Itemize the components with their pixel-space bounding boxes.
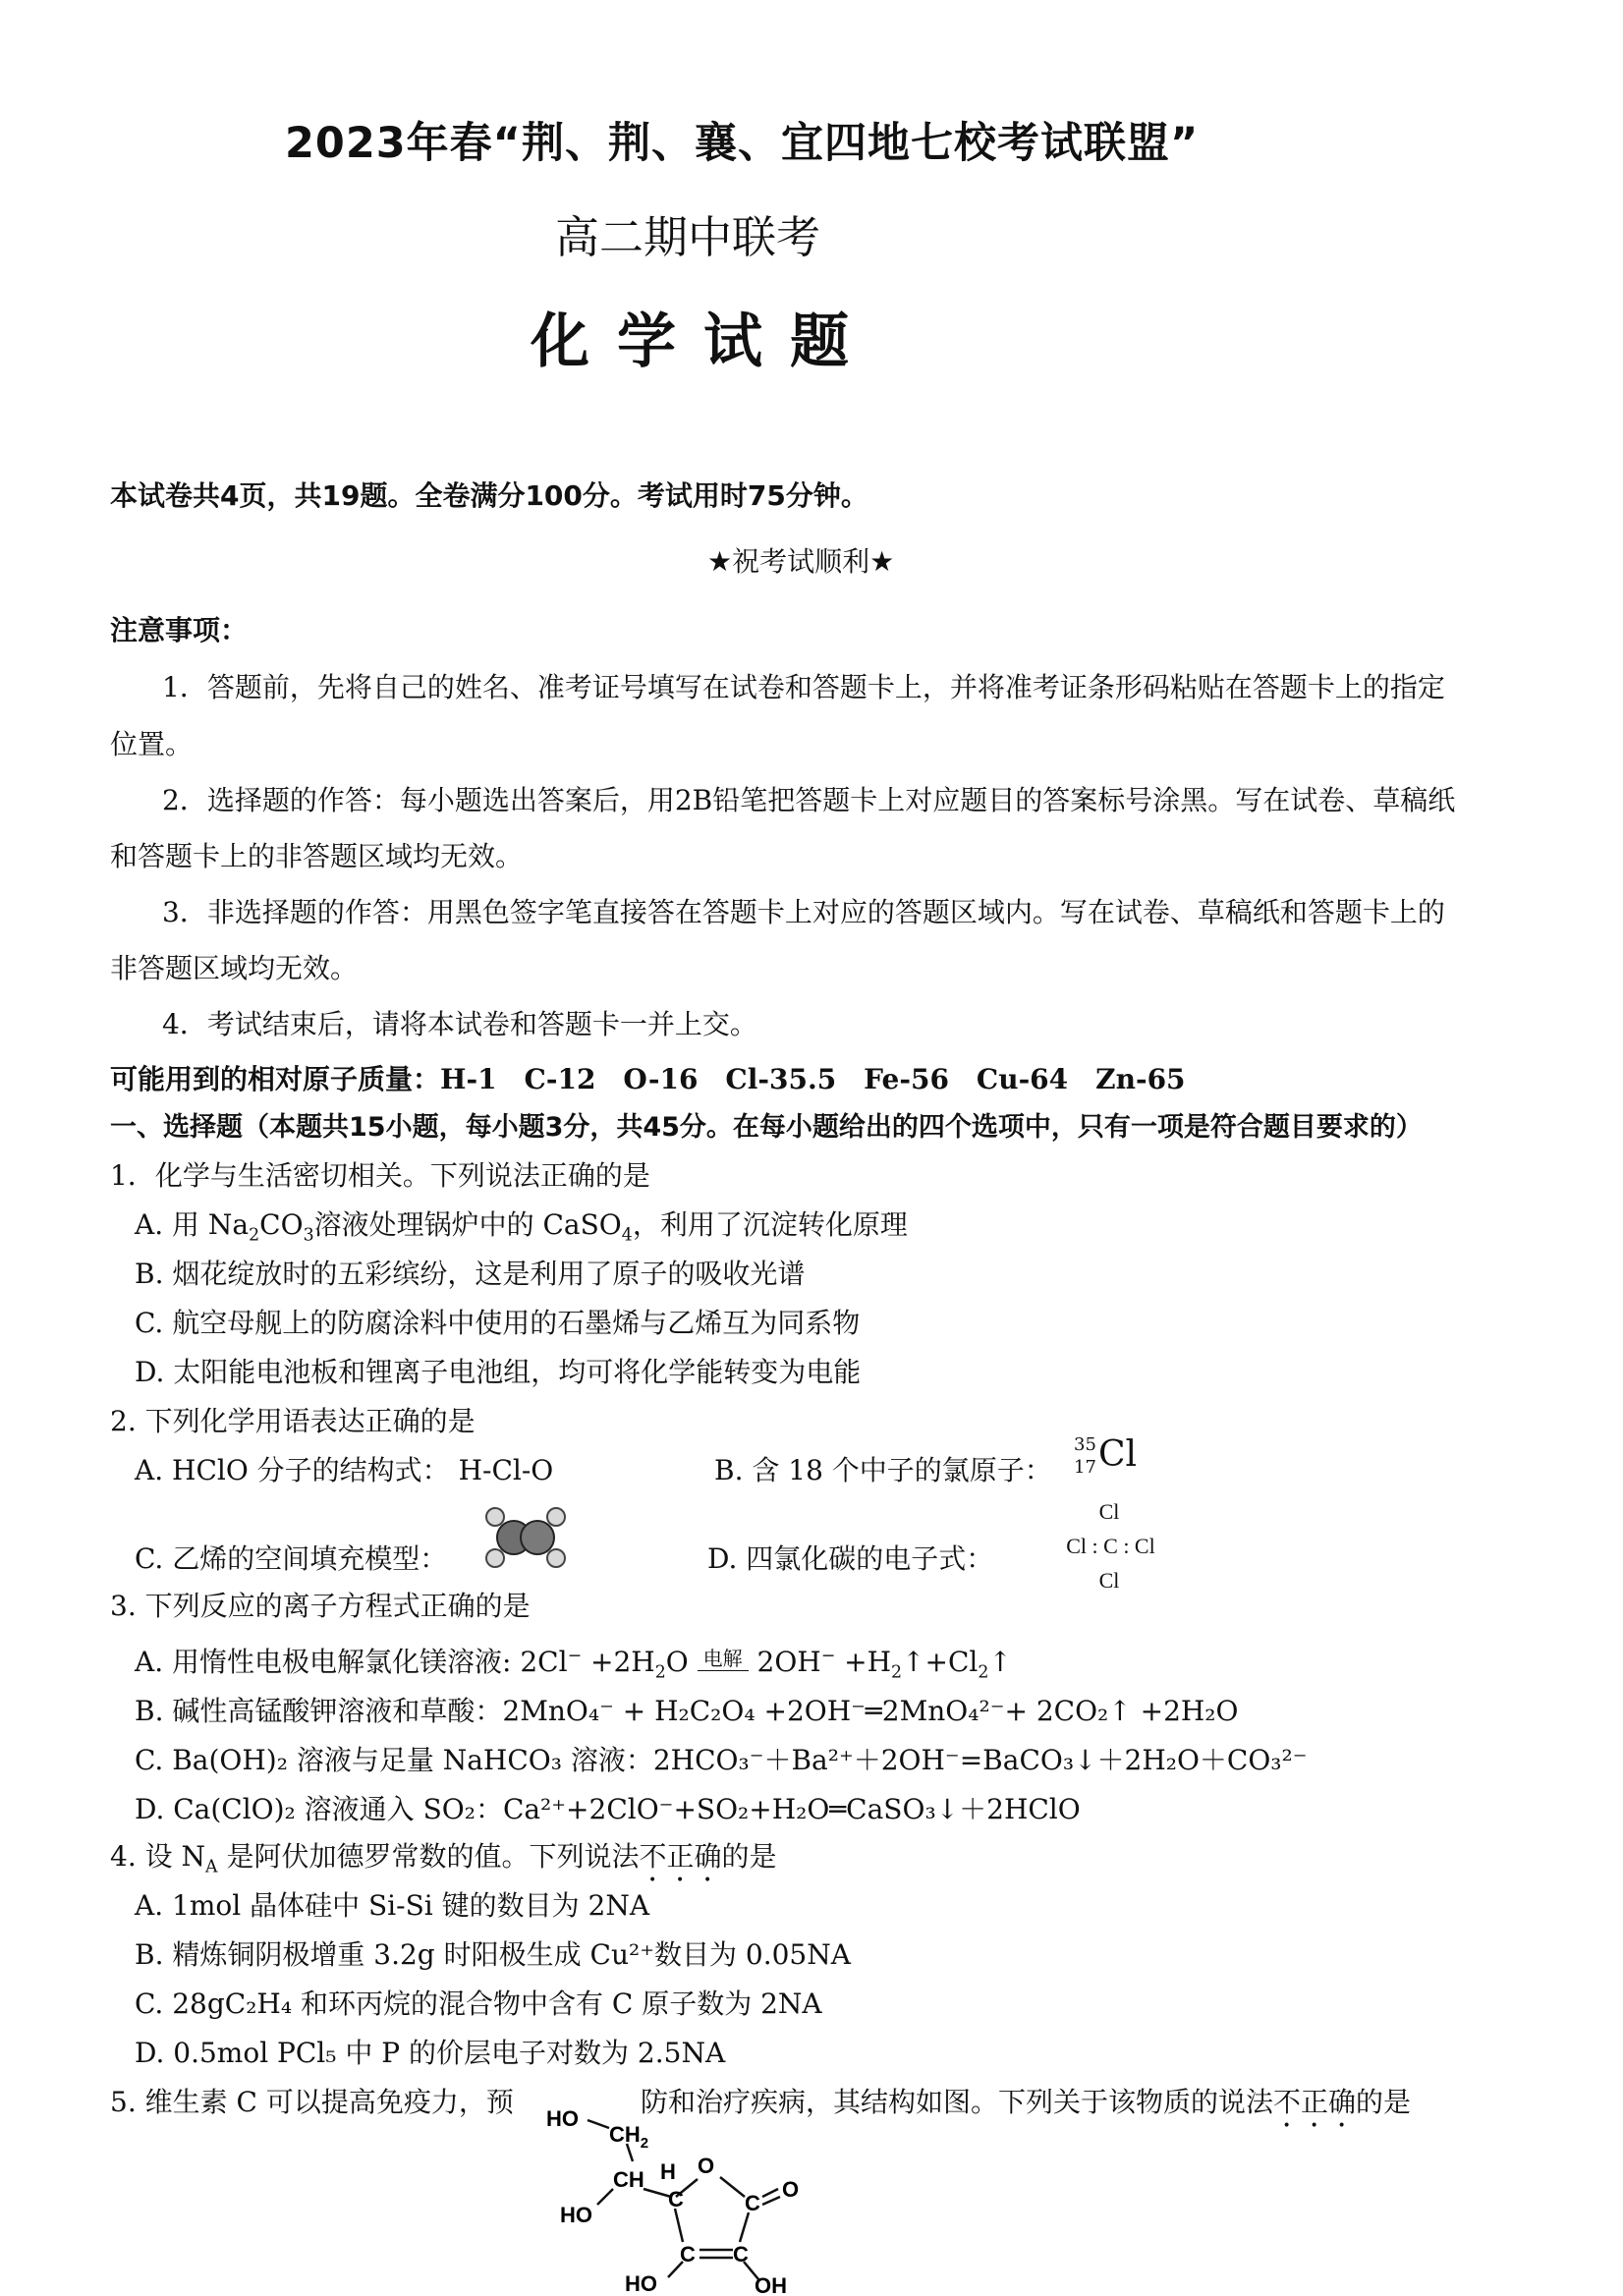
question-2-option-b: B. 含 18 个中子的氯原子：	[714, 1454, 1052, 1486]
question-4-option-b: B. 精炼铜阴极增重 3.2g 时阳极生成 Cu²⁺数目为 0.05NA	[135, 1938, 851, 1971]
atomic-masses: 可能用到的相对原子质量：H-1 C-12 O-16 Cl-35.5 Fe-56 Cu-64 Zn-65	[110, 1063, 1186, 1095]
question-4-stem: 4. 设 $N_A$ 是阿伏加德罗常数的值。下列说法不正确的是	[110, 1840, 777, 1877]
question-4-option-a: A. 1mol 晶体硅中 Si-Si 键的数目为 2NA	[135, 1889, 650, 1922]
question-3-option-b: B. 碱性高锰酸钾溶液和草酸：2MnO₄⁻ + H₂C₂O₄ +2OH⁻═2MnO₄²⁻+ 2CO₂↑ +2H₂O	[135, 1695, 1239, 1727]
question-4-option-d: D. 0.5mol PCl₅ 中 P 的价层电子对数为 2.5NA	[135, 2037, 726, 2069]
section-1-heading: 一、选择题（本题共15小题，每小题3分，共45分。在每小题给出的四个选项中，只有一项是符合题目要求的）	[110, 1112, 1423, 1143]
question-2-option-c: C. 乙烯的空间填充模型：	[135, 1542, 448, 1575]
question-3-stem: 3. 下列反应的离子方程式正确的是	[110, 1590, 531, 1622]
structure-ho-left: HO	[560, 2203, 592, 2227]
vitamin-c-structure	[531, 2102, 845, 2296]
question-3-option-d: D. Ca(ClO)₂ 溶液通入 SO₂：Ca²⁺+2ClO⁻+SO₂+H₂O═CaSO₃↓＋2HClO	[135, 1793, 1081, 1825]
notes-heading: 注意事项：	[110, 614, 249, 646]
structure-c-ring-3: C	[680, 2242, 696, 2267]
question-1-option-d: D. 太阳能电池板和锂离子电池组，均可将化学能转变为电能	[135, 1356, 862, 1388]
question-5-stem-part-2: 防和治疗疾病，其结构如图。下列关于该物质的说法不正确的是	[641, 2086, 1412, 2118]
question-1-option-b: B. 烟花绽放时的五彩缤纷，这是利用了原子的吸收光谱	[135, 1258, 806, 1290]
note-3-line-1: 3．非选择题的作答：用黑色签字笔直接答在答题卡上对应的答题区域内。写在试卷、草稿纸和答题卡上的	[162, 896, 1445, 928]
structure-ring-o: O	[698, 2154, 715, 2178]
subject-title: 化学试题	[531, 308, 876, 376]
structure-oh-bottom: OH	[755, 2273, 787, 2296]
ccl4-top-cl: Cl	[1098, 1499, 1120, 1524]
ccl4-middle: Cl : C : Cl	[1066, 1534, 1155, 1558]
good-luck-line: ★祝考试顺利★	[707, 545, 895, 578]
question-1-option-a: A. 用 $Na_2CO_3$溶液处理锅炉中的 CaSO$_4$，利用了沉淀转化原理	[135, 1208, 908, 1246]
question-4-option-c: C. 28gC₂H₄ 和环丙烷的混合物中含有 C 原子数为 2NA	[135, 1988, 822, 2020]
question-1-option-c: C. 航空母舰上的防腐涂料中使用的石墨烯与乙烯互为同系物	[135, 1307, 861, 1339]
exam-summary: 本试卷共4页，共19题。全卷满分100分。考试用时75分钟。	[110, 479, 868, 512]
question-3-option-a: A. 用惰性电极电解氯化镁溶液: $2Cl^- +2H_2O$ 电解 $2OH^- +H_2↑+Cl_2↑$	[135, 1646, 1012, 1683]
note-3-line-2: 非答题区域均无效。	[110, 952, 359, 984]
chlorine-mass-number: 35	[1074, 1434, 1096, 1455]
structure-ho-top: HO	[546, 2106, 579, 2131]
question-2-option-d: D. 四氯化碳的电子式：	[707, 1542, 994, 1575]
structure-c-ring-2: C	[745, 2191, 760, 2215]
note-1-line-1: 1．答题前，先将自己的姓名、准考证号填写在试卷和答题卡上，并将准考证条形码粘贴在答题卡上的指定	[162, 671, 1445, 703]
structure-h: H	[660, 2159, 676, 2184]
structure-keto-o: O	[782, 2177, 800, 2202]
chlorine-symbol: Cl	[1098, 1434, 1138, 1475]
structure-ch2: $CH_2$	[609, 2122, 649, 2152]
question-5-stem-part-1: 5. 维生素 C 可以提高免疫力，预	[110, 2086, 514, 2118]
chlorine-atomic-number: 17	[1074, 1457, 1096, 1478]
question-2-stem: 2. 下列化学用语表达正确的是	[110, 1405, 476, 1437]
ethylene-space-filling-model	[481, 1505, 570, 1570]
structure-c-ring-1: C	[668, 2187, 684, 2212]
note-2-line-1: 2．选择题的作答：每小题选出答案后，用2B铅笔把答题卡上对应题目的答案标号涂黑。写在试卷、草稿纸	[162, 784, 1456, 816]
structure-c-ring-4: C	[733, 2242, 749, 2267]
exam-subtitle: 高二期中联考	[555, 211, 821, 263]
note-1-line-2: 位置。	[110, 728, 194, 760]
ccl4-bottom-cl: Cl	[1098, 1568, 1120, 1593]
question-3-option-c: C. Ba(OH)₂ 溶液与足量 NaHCO₃ 溶液：2HCO₃⁻＋Ba²⁺＋2OH⁻=BaCO₃↓＋2H₂O＋CO₃²⁻	[135, 1744, 1308, 1776]
note-2-line-2: 和答题卡上的非答题区域均无效。	[110, 840, 524, 872]
exam-union-title: 2023年春“荆、荆、襄、宜四地七校考试联盟”	[285, 119, 1200, 168]
structure-ch: CH	[613, 2167, 644, 2192]
question-1-stem: 1．化学与生活密切相关。下列说法正确的是	[110, 1159, 650, 1192]
note-4: 4．考试结束后，请将本试卷和答题卡一并上交。	[162, 1008, 757, 1040]
structure-ho-bottom: HO	[625, 2271, 657, 2296]
question-2-option-a: A. HClO 分子的结构式： H-Cl-O	[135, 1454, 554, 1486]
